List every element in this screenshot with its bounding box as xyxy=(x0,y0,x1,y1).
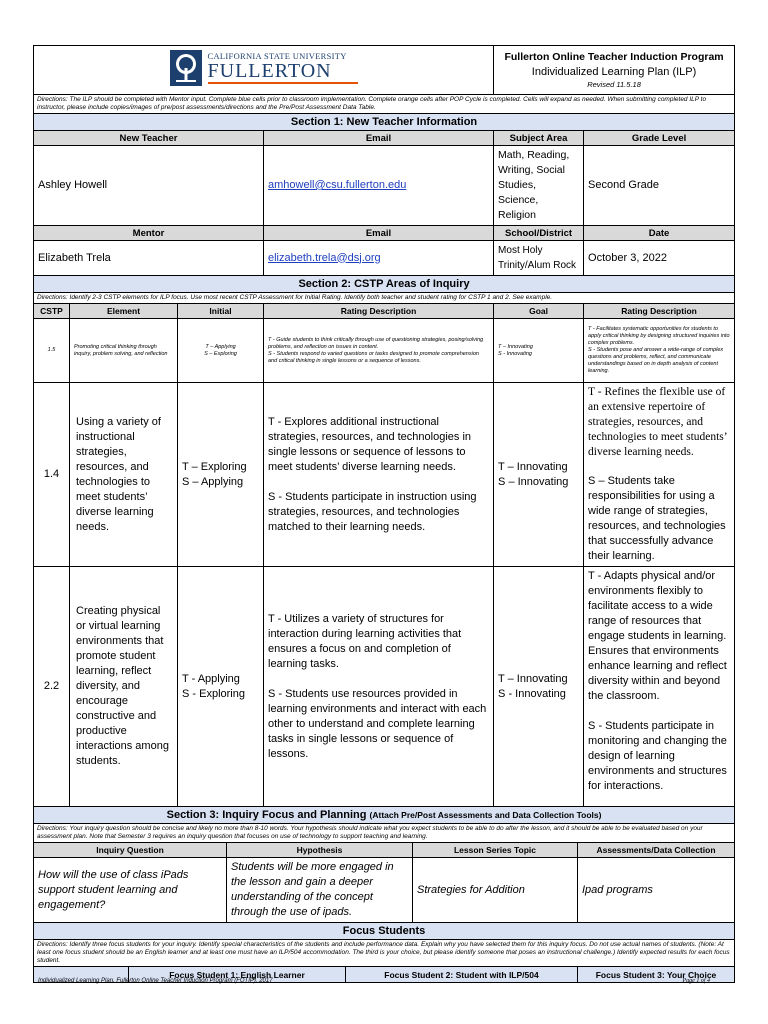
focus-students-title: Focus Students xyxy=(34,923,735,940)
description-student: S - Students use resources provided in learning environments and interact with each other to understand and complete learning tasks in single lessons or sequence of lessons. xyxy=(268,687,487,760)
goal-teacher: T – Innovating xyxy=(498,672,568,685)
header-inquiry-question: Inquiry Question xyxy=(34,843,227,858)
goal-description-teacher: T - Adapts physical and/or environments flexibly to facilitate access to a wide range of resources that engage students in learning. Ensures that environments enhance learning and reflect diversity within and beyond the classroom. xyxy=(588,570,727,702)
example-initial-t: T – Applying xyxy=(205,343,236,350)
cstp-element[interactable]: Using a variety of instructional strategies, resources, and technologies to meet students’ diverse learning needs. xyxy=(70,383,178,567)
cstp-goal[interactable] xyxy=(494,383,584,567)
footer-left: Individualized Learning Plan, Fullerton Online Teacher Induction Program (FOTIP), 2017 xyxy=(38,978,273,984)
program-name: Fullerton Online Teacher Induction Program xyxy=(504,51,724,63)
header-rating-description: Rating Description xyxy=(264,304,494,319)
example-initial-s: S – Exploring xyxy=(204,350,237,357)
cstp-row xyxy=(34,567,735,807)
grade-level[interactable]: Second Grade xyxy=(584,146,735,226)
cstp-initial[interactable] xyxy=(178,383,264,567)
cstp-goal-description[interactable] xyxy=(584,567,735,807)
cstp-goal[interactable] xyxy=(494,567,584,807)
initial-teacher: T - Applying xyxy=(182,672,240,685)
date[interactable]: October 3, 2022 xyxy=(584,241,735,276)
example-goal-desc-t: T - Facilitates systematic opportunities for students to apply critical thinking by designing structured inquiries into complex problems. xyxy=(588,326,730,346)
header-mentor-email: Email xyxy=(264,226,494,241)
initial-student: S – Applying xyxy=(182,475,244,488)
goal-student: S – Innovating xyxy=(498,475,569,488)
logo-cell xyxy=(34,46,494,95)
section2-directions: Directions: Identify 2-3 CSTP elements for ILP focus. Use most recent CSTP Assessment for Initial Rating. Identify both teacher and student rating for CSTP 1 and 2. See example. xyxy=(34,293,735,304)
section2-title: Section 2: CSTP Areas of Inquiry xyxy=(34,276,735,293)
header-mentor: Mentor xyxy=(34,226,264,241)
directions-top: Directions: The ILP should be completed with Mentor input. Complete blue cells prior to classroom implementation. Complete orange cells after POP Cycle is completed. Cells will expand as needed. When submitting completed ILP to instructor, please include copies/images of pre/post assessments/directions and the Pre/Post Assessment Data Table. xyxy=(34,95,735,114)
header-initial: Initial xyxy=(178,304,264,319)
example-row xyxy=(34,319,735,383)
example-desc-t: T - Guide students to think critically through use of questioning strategies, posing/solving problems, and reflection on issues in content. xyxy=(268,336,484,350)
mentor-name[interactable]: Elizabeth Trela xyxy=(34,241,264,276)
cstp-number: 2.2 xyxy=(34,567,70,807)
hypothesis[interactable]: Students will be more engaged in the lesson and gain a deeper understanding of the concept through the use of ipads. xyxy=(227,858,413,923)
cstp-element[interactable]: Creating physical or virtual learning environments that promote student learning, reflect diversity, and encourage constructive and productive interactions among students. xyxy=(70,567,178,807)
focus-student-1: Focus Student 1: English Learner xyxy=(129,967,346,983)
lesson-series-topic[interactable]: Strategies for Addition xyxy=(413,858,578,923)
description-teacher: T - Explores additional instructional strategies, resources, and technologies in single lessons or sequence of lessons to meet students’ diverse learning needs. xyxy=(268,415,472,473)
header-cstp: CSTP xyxy=(34,304,70,319)
logo-top-text: CALIFORNIA STATE UNIVERSITY xyxy=(207,51,347,61)
header-date: Date xyxy=(584,226,735,241)
goal-description-student: S - Students participate in monitoring and changing the design of learning environments and structures for interactions. xyxy=(588,720,727,792)
description-student: S - Students participate in instruction using strategies, resources, and technologies matched to their learning needs. xyxy=(268,490,477,533)
header-new-teacher: New Teacher xyxy=(34,131,264,146)
inquiry-question[interactable]: How will the use of class iPads support student learning and engagement? xyxy=(34,858,227,923)
cstp-description[interactable] xyxy=(264,383,494,567)
initial-student: S - Exploring xyxy=(182,687,245,700)
header-lesson-series-topic: Lesson Series Topic xyxy=(413,843,578,858)
goal-description-teacher: T - Refines the flexible use of an extensive repertoire of strategies, resources, and technologies to meet students’ diverse learning needs. xyxy=(588,386,727,458)
example-goal-description xyxy=(584,319,735,383)
description-teacher: T - Utilizes a variety of structures for interaction during learning activities that ensures a focus on and completion of learning tasks. xyxy=(268,612,462,670)
program-header xyxy=(494,46,735,95)
example-initial xyxy=(178,319,264,383)
revised-date: Revised 11.5.18 xyxy=(587,80,641,89)
example-desc-s: S - Students respond to varied questions or tasks designed to promote comprehension and critical thinking in single lessons or a sequence of lessons. xyxy=(268,350,479,364)
cstp-goal-description[interactable] xyxy=(584,383,735,567)
tree-emblem-icon xyxy=(170,50,202,86)
header-goal: Goal xyxy=(494,304,584,319)
section3-directions: Directions: Your inquiry question should be concise and likely no more than 8-10 words. Your hypothesis should indicate what you expect students to be able to do after the lesson, and it should be able to be evaluated based on your assessment plan. Note that Semester 3 requires an inquiry question that focuses on use of technology to support teaching and learning. xyxy=(34,824,735,843)
assessment-data-collection[interactable]: Ipad programs xyxy=(578,858,735,923)
example-goal-t: T – Innovating xyxy=(498,343,533,350)
example-element: Promoting critical thinking through inquiry, problem solving, and reflection xyxy=(70,319,178,383)
focus-table xyxy=(33,922,735,983)
header-email: Email xyxy=(264,131,494,146)
section3-title-cell xyxy=(34,807,735,824)
focus-directions: Directions: Identify three focus students for your inquiry. Identify special characteristics of the students and include performance data. Explain why you have selected them for this inquiry focus. Do not use actual names of students. (Note: At least one focus student should be an English learner and at least one must have an ILP/504 accommodation. The third is your choice, but please identify someone that poses an instructional challenge.) Identify expected results for each focus student. xyxy=(34,940,735,967)
cstp-initial[interactable] xyxy=(178,567,264,807)
ilp-document xyxy=(33,45,734,983)
example-cstp: 1.5 xyxy=(34,319,70,383)
header-subject-area: Subject Area xyxy=(494,131,584,146)
plan-title: Individualized Learning Plan (ILP) xyxy=(531,66,697,78)
cstp-description[interactable] xyxy=(264,567,494,807)
section3-title-note: (Attach Pre/Post Assessments and Data Collection Tools) xyxy=(369,810,602,820)
goal-description-student: S – Students take responsibilities for using a wide range of strategies, resources, and technologies that successfully advance their learning. xyxy=(588,475,726,562)
cstp-number: 1.4 xyxy=(34,383,70,567)
example-goal xyxy=(494,319,584,383)
header-hypothesis: Hypothesis xyxy=(227,843,413,858)
header-assessments: Assessments/Data Collection xyxy=(578,843,735,858)
focus-student-2: Focus Student 2: Student with ILP/504 xyxy=(346,967,578,983)
teacher-name[interactable]: Ashley Howell xyxy=(34,146,264,226)
example-description xyxy=(264,319,494,383)
ilp-table xyxy=(33,45,735,843)
inquiry-table xyxy=(33,842,735,923)
example-goal-s: S - Innovating xyxy=(498,350,532,357)
teacher-email-link[interactable]: amhowell@csu.fullerton.edu xyxy=(264,146,494,226)
focus-student-3: Focus Student 3: Your Choice xyxy=(578,967,735,983)
page-number: Page 1 of 4 xyxy=(682,978,710,984)
example-goal-desc-s: S - Students pose and answer a wide-range of complex questions and problems, reflect, and communicate understandings based on in depth analysis of content learning. xyxy=(588,347,724,374)
subject-area[interactable]: Math, Reading, Writing, Social Studies, Science, Religion xyxy=(494,146,584,226)
goal-student: S - Innovating xyxy=(498,687,566,700)
mentor-email-link[interactable]: elizabeth.trela@dsj.org xyxy=(264,241,494,276)
school-district[interactable]: Most Holy Trinity/Alum Rock xyxy=(494,241,584,276)
header-school-district: School/District xyxy=(494,226,584,241)
goal-teacher: T – Innovating xyxy=(498,460,568,473)
logo-main-text: FULLERTON xyxy=(207,60,332,82)
initial-teacher: T – Exploring xyxy=(182,460,247,473)
cstp-row xyxy=(34,383,735,567)
header-grade-level: Grade Level xyxy=(584,131,735,146)
header-goal-rating-description: Rating Description xyxy=(584,304,735,319)
section1-title: Section 1: New Teacher Information xyxy=(34,114,735,131)
header-element: Element xyxy=(70,304,178,319)
csuf-logo xyxy=(170,50,358,86)
section3-title: Section 3: Inquiry Focus and Planning xyxy=(166,809,367,821)
